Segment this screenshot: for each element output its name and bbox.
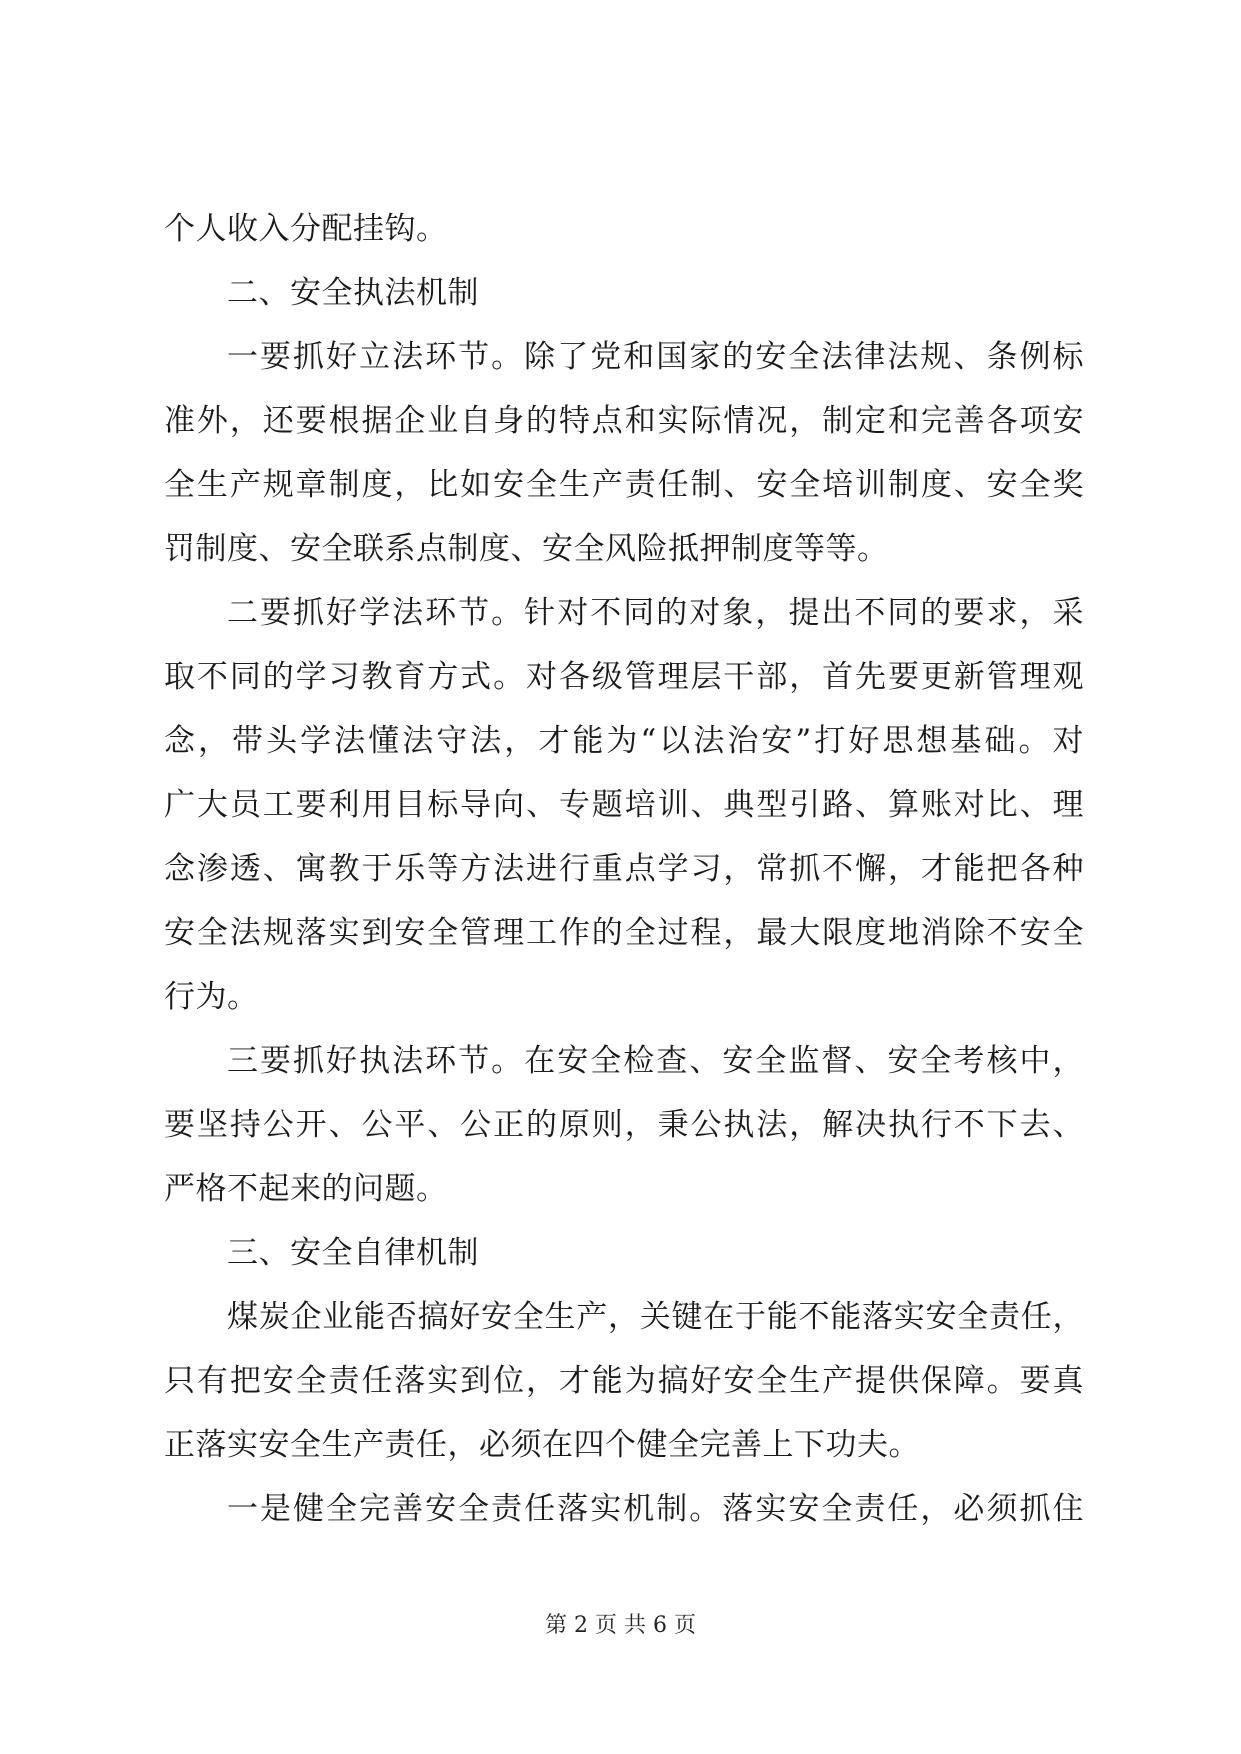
text-line: 煤炭企业能否搞好安全生产，关键在于能不能落实安全责任， xyxy=(227,1299,1084,1335)
text-line: 安全法规落实到安全管理工作的全过程，最大限度地消除不安全 xyxy=(164,915,1084,951)
text-line: 行为。 xyxy=(164,979,259,1015)
text-line: 念渗透、寓教于乐等方法进行重点学习，常抓不懈，才能把各种 xyxy=(164,851,1084,887)
text-line: 二要抓好学法环节。针对不同的对象，提出不同的要求，采 xyxy=(227,595,1084,631)
text-line: 个人收入分配挂钩。 xyxy=(164,211,448,247)
text-line: 全生产规章制度，比如安全生产责任制、安全培训制度、安全奖 xyxy=(164,467,1084,503)
text-line: 准外，还要根据企业自身的特点和实际情况，制定和完善各项安 xyxy=(164,403,1084,439)
text-line: 广大员工要利用目标导向、专题培训、典型引路、算账对比、理 xyxy=(164,787,1084,823)
text-line: 罚制度、安全联系点制度、安全风险抵押制度等等。 xyxy=(164,531,889,567)
text-line: 取不同的学习教育方式。对各级管理层干部，首先要更新管理观 xyxy=(164,659,1084,695)
text-line: 一是健全完善安全责任落实机制。落实安全责任，必须抓住 xyxy=(227,1491,1084,1527)
text-line: 要坚持公开、公平、公正的原则，秉公执法，解决执行不下去、 xyxy=(164,1107,1084,1143)
section-heading: 二、安全执法机制 xyxy=(227,275,479,311)
text-line: 正落实安全生产责任，必须在四个健全完善上下功夫。 xyxy=(164,1427,920,1463)
body-text xyxy=(164,197,1084,1541)
section-heading: 三、安全自律机制 xyxy=(227,1235,479,1271)
text-line: 严格不起来的问题。 xyxy=(164,1171,448,1207)
text-line: 只有把安全责任落实到位，才能为搞好安全生产提供保障。要真 xyxy=(164,1363,1084,1399)
text-line: 三要抓好执法环节。在安全检查、安全监督、安全考核中， xyxy=(227,1043,1084,1079)
text-line: 念，带头学法懂法守法，才能为“以法治安”打好思想基础。对 xyxy=(164,723,1084,759)
page-footer: 第 2 页 共 6 页 xyxy=(545,1613,696,1638)
text-line: 一要抓好立法环节。除了党和国家的安全法律法规、条例标 xyxy=(227,339,1084,375)
